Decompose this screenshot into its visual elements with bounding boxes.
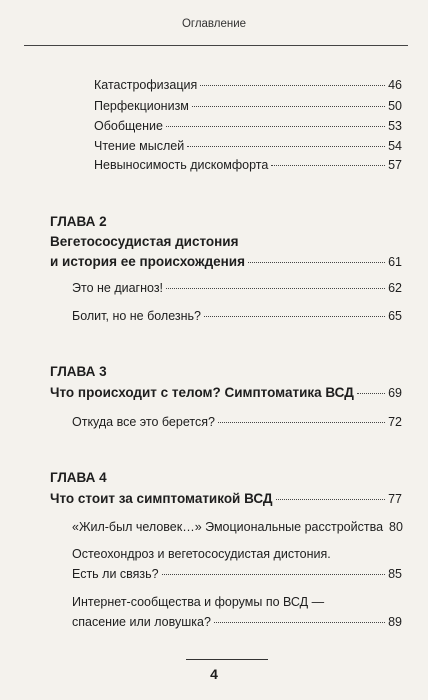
chapter-heading[interactable] (50, 385, 402, 400)
toc-entry-page: 65 (388, 309, 402, 323)
dot-leader (204, 316, 385, 317)
dot-leader (162, 574, 385, 575)
toc-entry[interactable] (72, 309, 402, 323)
toc-entry[interactable] (72, 520, 402, 534)
toc-entry[interactable] (94, 139, 402, 153)
chapter-page: 61 (388, 255, 402, 269)
toc-entry-title: Есть ли связь? (72, 567, 159, 581)
toc-entry-title: Интернет-сообщества и форумы по ВСД — (72, 595, 325, 609)
toc-entry-page: 50 (388, 99, 402, 113)
toc-entry-page: 46 (388, 78, 402, 92)
toc-entry[interactable] (94, 158, 402, 172)
toc-entry-title: Откуда все это берется? (72, 415, 215, 429)
toc-entry-title: Невыносимость дискомфорта (94, 158, 269, 172)
toc-entry[interactable] (94, 99, 402, 113)
dot-leader (166, 288, 385, 289)
chapter-label: ГЛАВА 3 (50, 364, 107, 379)
dot-leader (357, 393, 385, 394)
dot-leader (192, 106, 385, 107)
chapter-heading[interactable] (50, 232, 402, 272)
page-number: 4 (210, 666, 218, 682)
toc-entry-page: 57 (388, 158, 402, 172)
chapter-label: ГЛАВА 2 (50, 214, 107, 229)
toc-entry-page: 89 (388, 615, 402, 629)
dot-leader (187, 146, 385, 147)
toc-entry-title: Остеохондроз и вегетососудистая дистония. (72, 547, 331, 561)
toc-entry-title: Чтение мыслей (94, 139, 185, 153)
dot-leader (218, 422, 385, 423)
dot-leader (276, 499, 386, 500)
chapter-page: 77 (388, 492, 402, 506)
toc-entry-title: Это не диагноз! (72, 281, 164, 295)
chapter-heading[interactable] (50, 491, 402, 506)
toc-entry-page: 62 (388, 281, 402, 295)
toc-entry[interactable] (72, 415, 402, 429)
toc-entry[interactable] (72, 544, 402, 584)
toc-entry-page: 85 (388, 567, 402, 581)
toc-entry-page: 72 (388, 415, 402, 429)
header-rule (24, 45, 408, 46)
toc-entry-title: Обобщение (94, 119, 163, 133)
toc-entry-title: Болит, но не болезнь? (72, 309, 202, 323)
toc-entry-page: 80 (389, 520, 403, 534)
chapter-title-line: Что стоит за симптоматикой ВСД (50, 491, 273, 506)
chapter-title-line: Вегетососудистая дистония (50, 234, 239, 249)
running-header: Оглавление (181, 18, 247, 30)
toc-entry[interactable] (72, 281, 402, 295)
chapter-title-line: и история ее происхождения (50, 254, 245, 269)
dot-leader (214, 622, 385, 623)
dot-leader (166, 126, 385, 127)
toc-entry-title: спасение или ловушка? (72, 615, 211, 629)
toc-entry[interactable] (94, 78, 402, 92)
toc-entry-page: 54 (388, 139, 402, 153)
dot-leader (200, 85, 385, 86)
chapter-page: 69 (388, 386, 402, 400)
dot-leader (271, 165, 385, 166)
toc-entry-title: «Жил-был человек…» Эмоциональные расстройства (72, 520, 384, 534)
footer-rule (186, 659, 268, 660)
chapter-label: ГЛАВА 4 (50, 470, 107, 485)
toc-entry-page: 53 (388, 119, 402, 133)
toc-entry[interactable] (94, 119, 402, 133)
dot-leader (248, 262, 385, 263)
toc-entry[interactable] (72, 592, 402, 632)
chapter-title-line: Что происходит с телом? Симптоматика ВСД (50, 385, 354, 400)
toc-entry-title: Перфекционизм (94, 99, 189, 113)
toc-entry-title: Катастрофизация (94, 78, 198, 92)
